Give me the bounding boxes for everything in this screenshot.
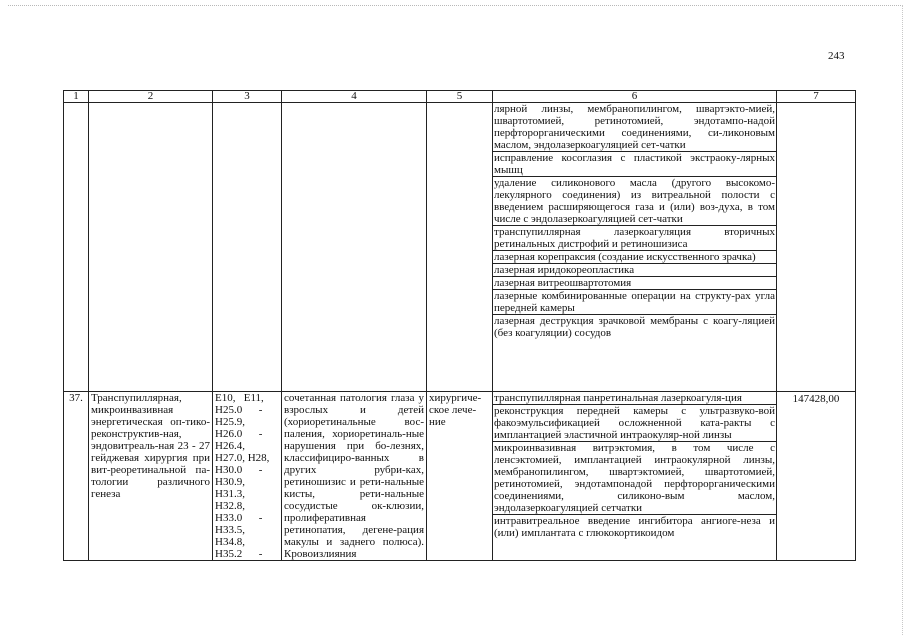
page-number: 243 [828, 50, 845, 62]
row-37 [64, 392, 856, 561]
method-item: лазерная корепраксия (создание искусственного зрачка) [493, 251, 776, 264]
method-item: лазерная иридокореопластика [493, 264, 776, 277]
method-item: лазерные комбинированные операции на структу-рах угла передней камеры [494, 290, 775, 314]
row-37-price: 147428,00 [777, 392, 856, 561]
header-col-7: 7 [777, 91, 856, 103]
method-item: интравитреальное введение ингибитора ангиоге-неза и (или) имплантата с глюкокортикоидом [494, 515, 775, 539]
cont-cell-2 [89, 103, 213, 392]
header-col-3: 3 [213, 91, 282, 103]
header-col-4: 4 [282, 91, 427, 103]
row-37-name: Транспупиллярная, микроинвазивная энергетическая оп-тико-реконструктив-ная, эндовитреаль-ная 23 - 27 гейджевая хирургия при вит-реоретинальной па-тологии различного генеза [89, 392, 213, 561]
method-item: лярной линзы, мембранопилингом, швартэкто-мией, швартотомией, ретинотомией, эндотампо-надой перфторорганическими соединениями, си-ликоновым маслом, эндолазеркоагуляцией сет-чатки [494, 103, 775, 151]
cont-cell-5 [427, 103, 493, 392]
method-item: реконструкция передней камеры с ультразвуко-вой факоэмульсификацией осложненной ката-ракты с имплантацией эластичной интраокуляр-ной линзы [494, 405, 775, 441]
method-item: транспупиллярная лазеркоагуляция вторичных ретинальных дистрофий и ретиношизиса [494, 226, 775, 250]
continuation-row [64, 103, 856, 392]
method-item: транспупиллярная панретинальная лазеркоагуля-ция [493, 392, 776, 405]
row-37-patient-model: сочетанная патология глаза у взрослых и детей (хориоретинальные вос-паления, хориоретиналь-ные нарушения при бо-лезнях, классифициро-ванных в других рубри-ках, ретиношизис и рети-нальные кисты, рети-нальные сосудистые ок-клюзии, пролиферативная ретинопатия, дегене-рация макулы и заднего полюса). Кровоизлияния [282, 392, 427, 561]
row-37-codes: E10, E11, H25.0 - H25.9, H26.0 - H26.4, H27.0, H28, H30.0 - H30.9, H31.3, H32.8, H33.0 - H33.5, H34.8, H35.2 - [213, 392, 282, 561]
row-37-methods-cell [493, 392, 777, 561]
scan-edge-right [902, 5, 903, 635]
cont-cell-1 [64, 103, 89, 392]
row-37-treatment-type: хирургиче-ское лече-ние [427, 392, 493, 561]
method-item: удаление силиконового масла (другого высокомо-лекулярного соединения) из витреальной полости с введением расширяющегося газа и (или) воз-духа, в том числе с эндолазеркоагуляцией сет-чатки [494, 177, 775, 225]
method-item: лазерная витреошвартотомия [493, 277, 776, 290]
cont-cell-7 [777, 103, 856, 392]
header-col-2: 2 [89, 91, 213, 103]
row-37-number: 37. [64, 392, 89, 561]
document-table [63, 90, 856, 561]
method-item: лазерная деструкция зрачковой мембраны с коагу-ляцией (без коагуляции) сосудов [494, 315, 775, 339]
header-col-6: 6 [493, 91, 777, 103]
method-item: исправление косоглазия с пластикой экстраоку-лярных мышц [494, 152, 775, 176]
scan-edge-top [8, 5, 903, 6]
cont-methods-cell [493, 103, 777, 392]
cont-cell-3 [213, 103, 282, 392]
method-item: микроинвазивная витрэктомия, в том числе с ленсэктомией, имплантацией интраокулярной линзы, мембранопилингом, швартэктомией, швартотомией, ретинотомией, эндотампонадой перфторорганическими соединениями, силиконо-вым маслом, эндолазеркоагуляцией сетчатки [494, 442, 775, 514]
header-col-1: 1 [64, 91, 89, 103]
header-col-5: 5 [427, 91, 493, 103]
cont-cell-4 [282, 103, 427, 392]
header-row [64, 91, 856, 103]
